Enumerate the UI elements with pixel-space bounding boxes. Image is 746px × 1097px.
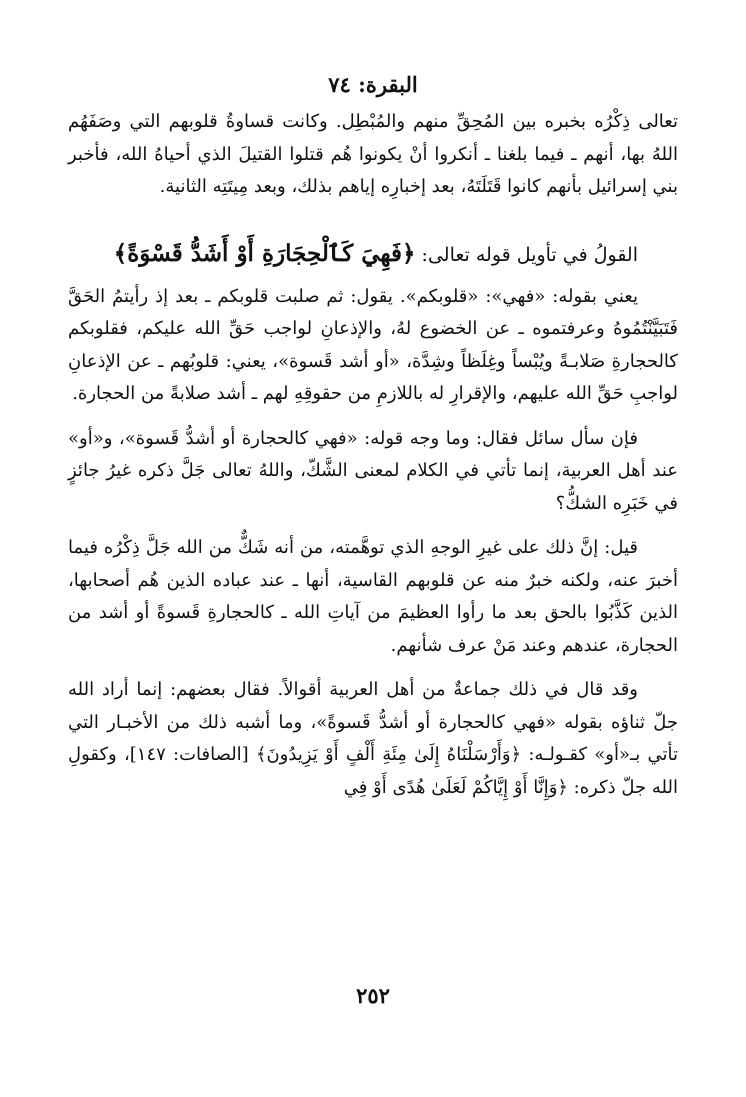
paragraph-4: قيل: إنَّ ذلك على غيرِ الوجهِ الذي توهَّمته، من أنه شَكٌّ من الله جَلَّ ذِكْرُه فيما أخبرَ عنه، ولكنه خبرٌ منه عن قلوبهم القاسية، أنها ـ عند عباده الذين هُم أصحابها، الذين كَذَّبُوا بالحق بعد ما رأوا العظيمَ من آياتِ الله ـ كالحجارةِ قَسوةً أو أشد من الحجارة، عندهم وعند مَنْ عرف شأنهم.	[68, 537, 678, 656]
paragraph-5: وقد قال في ذلك جماعةٌ من أهل العربية أقوالاً. فقال بعضهم: إنما أراد الله جلّ ثناؤه بقوله «فهي كالحجارة أو أشدُّ قَسوةً»، وما أشبه ذلك من الأخبـار التي تأتي بـ«أو» كقـولـه: ﴿وَأَرْسَلْنَاهُ إِلَىٰ مِئَةِ أَلْفٍ أَوْ يَزِيدُونَ﴾ [الصافات: ١٤٧]، وكقولِ الله جلّ ذكره: ﴿وَإِنَّا أَوْ إِيَّاكُمْ لَعَلَىٰ هُدًى أَوْ فِي	[68, 679, 678, 798]
paragraph-2: يعني بقوله: «فهي»: «قلوبكم». يقول: ثم صلبت قلوبكم ـ بعد إذ رأيتمُ الحَقَّ فَتَبَيَّنْتُمُوهُ وعرفتموه ـ عن الخضوع لهُ، والإذعانِ لواجب حَقِّ الله عليكم، فقلوبكم كالحجارةِ صَلابـةً ويُبْساً وغِلَظاً وشِدَّة، «أو أشد قَسوة»، يعني: قلوبُهم ـ عن الإذعانِ لواجبِ حَقِّ الله عليهم، والإقرارِ له باللازمِ من حقوقِهِ لهم ـ أشد صلابةً من الحجارة.	[68, 285, 678, 404]
page-header: البقرة: ٧٤	[328, 72, 418, 97]
heading-ayah: ﴿فَهِيَ كَٱلْحِجَارَةِ أَوْ أَشَدُّ قَسْوَةً﴾	[113, 239, 416, 267]
paragraph-1: تعالى ذِكْرُه بخبره بين المُحِقِّ منهم والمُبْطِل. وكانت قساوةُ قلوبهم التي وصَفَهُم اللهُ بها، أنهم ـ فيما بلغنا ـ أنكروا أنْ يكونوا هُم قتلوا القتيلَ الذي أحياهُ الله، فأخبر بني إسرائيل بأنهم كانوا قَتَلَتَهُ، بعد إخبارِه إياهم بذلك، وبعد مِيتَتِه الثانية.	[68, 111, 678, 197]
section-heading	[68, 234, 678, 275]
page-number: ٢٥٢	[356, 983, 390, 1008]
paragraph-3: فإن سأل سائل فقال: وما وجه قوله: «فهي كالحجارة أو أشدُّ قَسوة»، و«أو» عند أهل العربية، إنما تأتي في الكلام لمعنى الشَّكّ، واللهُ تعالى جَلَّ ذكره غيرُ جائزٍ في خَبَرِه الشكُّ؟	[68, 427, 678, 514]
heading-prefix: القولُ في تأويل قوله تعالى:	[421, 243, 638, 266]
page-body	[68, 106, 678, 804]
